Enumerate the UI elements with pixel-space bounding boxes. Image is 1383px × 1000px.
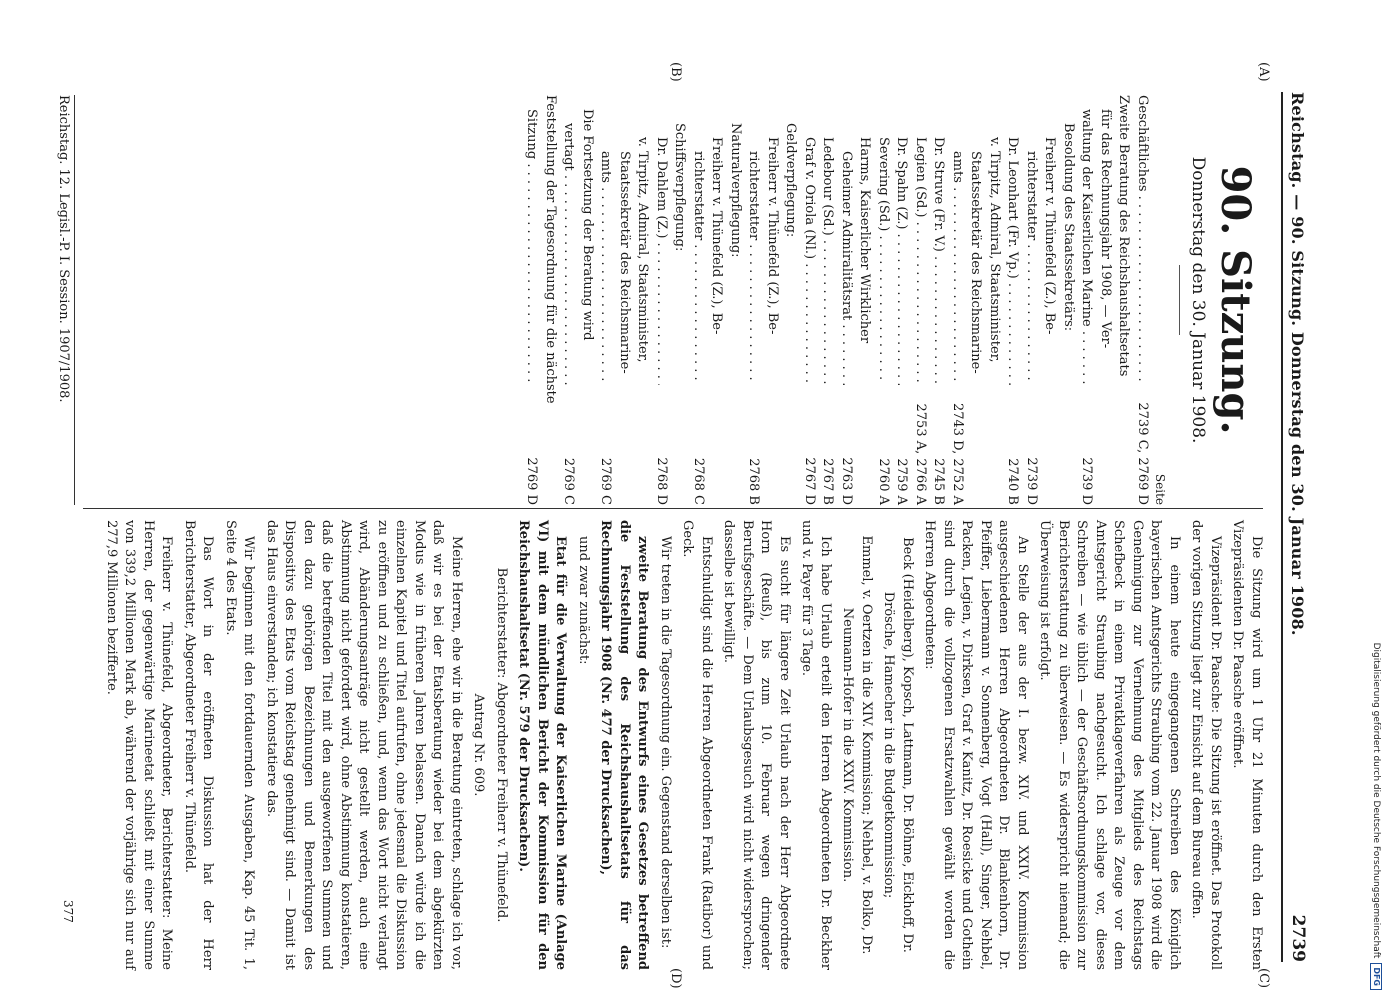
body-paragraph: Meine Herren, ehe wir in die Beratung eintreten, schlage ich vor, daß wir es bei der Etatsberatung wieder bei dem abgekürzten Modus wie in früheren Jahren belassen. Danach würde ich die einzelnen Kapitel und Titel aufrufen, ohne jedesmal die Diskussion zu eröffnen und zu schließen, und, wenn das Wort nicht verlangt wird, Abänderungsanträge nicht gestellt werden, auch eine Abstimmung nicht gefordert wird, ohne Abstimmung konstatieren, daß die betreffenden Titel mit den ausgeworfenen Summen und den dazu gehörigen Bezeichnungen und Bemerkungen des Dispositivs des Etats vom Reichstag genehmigt sind. — Damit ist das Haus einverstanden; ich konstatiere das. <box>264 520 464 970</box>
digitization-credit <box>1369 0 1383 1000</box>
body-paragraph: In einem heute eingegangenen Schreiben des Königlich bayerischen Amtsgerichts Straubing vom 22. Januar 1908 wird die Genehmigung zur Vernehmung des Mitglieds des Reichstags Schefbeck in einem Privatklageverfahren als Zeuge vor dem Amtsgericht Straubing nachgesucht. Ich schlage vor, dieses Schreiben — wie üblich — der Geschäftsordnungskommission zur Berichterstattung zu überweisen. — Es widerspricht niemand; die Überweisung ist erfolgt. <box>1037 520 1182 970</box>
body-paragraph: Wir treten in die Tagesordnung ein. Gegenstand derselben ist: <box>658 536 673 949</box>
digitization-note: Digitalisierung gefördert durch die Deutsche Forschungsgemeinschaft <box>1371 642 1381 959</box>
signature-mark: 377 <box>61 900 75 923</box>
toc-entry <box>948 95 967 505</box>
toc-entry-page: 2769 D <box>524 457 540 505</box>
toc-entry-title: Besoldung des Staatssekretärs: <box>1061 123 1076 332</box>
toc-entry-page: 2739 D <box>1079 457 1095 505</box>
body-paragraph: Antrag Nr. 609. <box>471 693 487 797</box>
body-paragraph: An Stelle der aus der I. bezw. XIV. und XXIV. Kommission ausgeschiedenen Herren Abgeordneten Dr. Blankenhorn, Dr. Pfeiffer, Liebermann v. Sonnenberg, Vogt (Hall), Singer, Nehbel, Packen, Legien, v. Dirksen, Graf v. Kanitz, Dr. Roesicke und Gothein sind durch die vollzogenen Ersatzwahlen gewählt worden die Herren Abgeordneten: <box>922 520 1030 970</box>
toc-entry <box>652 95 671 505</box>
page-number: 2739 <box>1288 914 1308 962</box>
toc-entry-page: 2769 C <box>598 457 614 505</box>
running-title: Reichstag. — 90. Sitzung. Donnerstag den 30. Januar 1908. <box>1288 92 1308 636</box>
toc-entry <box>929 95 948 505</box>
toc-entry-page: 2743 D, 2752 A <box>950 402 965 505</box>
body-paragraph: Vizepräsident Dr. Paasche: Die Sitzung ist eröffnet. Das Protokoll der vorigen Sitzung liegt zur Einsicht auf dem Bureau offen. <box>1189 520 1223 970</box>
toc-entry-title: Dr. Dahlem (Z.) . . . <box>652 137 671 385</box>
sitting-date: Donnerstag den 30. Januar 1908. <box>1188 156 1208 444</box>
toc-entry <box>874 95 893 505</box>
toc-entry <box>892 95 911 505</box>
dfg-logo-icon: DFG <box>1370 963 1382 990</box>
toc-entry <box>1096 95 1115 505</box>
toc-entry <box>1059 95 1078 505</box>
toc-entry-page: 2745 B <box>931 458 947 505</box>
toc-entry <box>578 95 597 505</box>
toc-entry-title: Freiherr v. Thünefeld (Z.), Be- <box>1042 137 1058 335</box>
page-header <box>1281 92 1313 962</box>
body-paragraph: Emmel, v. Oertzen in die XIV. Kommission; Nehbel, v. Bolko, Dr. Neumann-Hofer in die XXIV. Kommission. <box>840 535 874 955</box>
toc-entry-title: Dr. Spahn (Z.) . . . <box>892 137 911 385</box>
toc-entry-title: Feststellung der Tagesordnung für die nächste <box>543 95 558 404</box>
toc-entry-title: Staatssekretär des Reichsmarine- <box>968 151 984 374</box>
toc-entry-title: Dr. Struve (Fr. V.) . . . <box>929 137 948 385</box>
body-paragraph: Beck (Heidelberg), Kopsch, Lattmann, Dr. Böhme, Eickhoff, Dr. Drösche, Hamecher in die Budgetkommission; <box>881 537 915 953</box>
toc-entry-title: v. Tirpitz, Admiral, Staatsminister, <box>635 137 651 363</box>
toc-entry <box>744 95 763 505</box>
toc-entry-title: Geschäftliches . . . <box>1133 95 1152 385</box>
toc-entry-title: Geheimer Admiralitätsrat . . . <box>837 151 856 385</box>
toc-entry-title: waltung der Kaiserlichen Marine . . . <box>1077 109 1096 385</box>
body-paragraph: Die Sitzung wird um 1 Uhr 21 Minuten durch den Ersten Vizepräsidenten Dr. Paasche eröffnet. <box>1230 520 1264 970</box>
toc-entry-page: 2759 A <box>894 458 910 505</box>
toc-entry-page: 2753 A, 2766 A <box>913 403 928 505</box>
toc-entry <box>726 95 745 505</box>
toc-entry <box>670 95 689 505</box>
divider <box>1180 265 1181 335</box>
toc-entry-title: amts . . . <box>596 151 615 385</box>
toc-entry-page: 2767 B <box>820 458 836 505</box>
body-paragraph: zweite Beratung des Entwurfs eines Gesetzes betreffend die Feststellung des Reichshaushaltsetats für das Rechnungsjahr 1908 (Nr. 477 der Drucksachen), <box>598 520 651 970</box>
body-paragraph: Das Wort in der eröffneten Diskussion hat der Herr Berichterstatter, Abgeordneter Freiherr v. Thünefeld. <box>182 520 216 970</box>
toc-entry-page: 2767 D <box>802 457 817 505</box>
right-column <box>98 520 1266 970</box>
toc-entry <box>985 95 1004 505</box>
toc-entry-page: 2739 C, 2769 D <box>1135 402 1150 505</box>
toc-entry <box>596 95 615 505</box>
toc-entry-title: vertagt . . . <box>559 123 578 385</box>
toc-entry-page: 2760 A <box>876 458 891 505</box>
toc-entry <box>615 95 634 505</box>
toc-entry <box>689 95 708 505</box>
body-paragraph: Freiherr v. Thünefeld, Abgeordneter, Berichterstatter: Meine Herren, der gegenwärtige Marineetat schließt mit einer Summe von 339,2 Millionen Mark ab, während der vorjährige sich nur auf 277,9 Millionen bezifferte. <box>104 520 175 970</box>
toc-entry-page: 2768 C <box>691 457 706 505</box>
toc-entry-title: Severing (Sd.) . . . <box>874 137 893 385</box>
footer-session: Reichstag. 12. Legisl.-P. I. Session. 1907/1908. <box>56 95 75 505</box>
toc-entry-title: Legien (Sd.) . . . <box>911 137 930 385</box>
toc-entry-title: Zweite Beratung des Reichshaushaltsetats <box>1116 95 1132 377</box>
toc-entry-title: Sitzung . . . <box>522 109 541 385</box>
toc-entry-title: richterstatter . . . <box>1022 151 1041 385</box>
toc-entry-title: richterstatter . . . <box>689 151 708 385</box>
toc-entry-page: 2769 C <box>561 457 577 505</box>
body-paragraph: Entschuldigt sind die Herren Abgeordneten Frank (Ratibor) und Geck. <box>680 520 714 970</box>
body-paragraph: Berichterstatter: Abgeordneter Freiherr v. Thünefeld. <box>494 567 509 923</box>
toc-entry <box>1114 95 1133 505</box>
sitting-number: 90. Sitzung. <box>1212 165 1259 435</box>
toc-entry <box>1022 95 1041 505</box>
toc-entry <box>1077 95 1096 505</box>
margin-mark-d: (D) <box>668 968 683 989</box>
seite-label: Seite <box>1153 473 1168 505</box>
toc-entry <box>1133 95 1152 505</box>
toc-entry-page: 2763 D <box>839 457 854 505</box>
body-paragraph: Ich habe Urlaub erteilt den Herren Abgeordneten Dr. Beckher und v. Payer für 3 Tage. <box>799 520 833 970</box>
toc-entry-title: v. Tirpitz, Admiral, Staatsminister, <box>987 137 1002 363</box>
toc-entry-title: Die Fortsetzung der Beratung wird <box>580 109 595 341</box>
body-paragraph: Etat für die Verwaltung der Kaiserlichen Marine (Anlage VI) mit dem mündlichen Bericht der Kommission für den Reichshaushaltsetat (Nr. 579 der Drucksachen). <box>516 520 569 970</box>
toc-entry <box>818 95 837 505</box>
toc-entry-page: 2768 B <box>746 458 762 505</box>
table-of-contents <box>522 95 1151 505</box>
toc-entry-title: Naturalverpflegung: <box>728 123 743 258</box>
margin-mark-c: (C) <box>1256 968 1271 989</box>
body-paragraph: Wir beginnen mit den fortdauernden Ausgaben, Kap. 45 Tit. 1, Seite 4 des Etats. <box>223 520 257 970</box>
toc-entry-title: Staatssekretär des Reichsmarine- <box>617 151 632 374</box>
toc-entry-title: Freiherr v. Thünefeld (Z.), Be- <box>765 137 780 335</box>
toc-entry <box>633 95 652 505</box>
toc-entry-page: 2768 D <box>654 457 669 505</box>
toc-entry <box>855 95 874 505</box>
toc-entry <box>837 95 856 505</box>
toc-entry <box>541 95 560 505</box>
column-divider <box>83 508 1263 509</box>
toc-entry <box>966 95 985 505</box>
toc-entry-page: 2740 B <box>1005 458 1021 505</box>
left-column <box>522 95 1265 505</box>
body-paragraph: und zwar zunächst: <box>576 536 591 665</box>
toc-entry <box>781 95 800 505</box>
toc-entry <box>707 95 726 505</box>
toc-entry <box>559 95 578 505</box>
toc-entry-title: Freiherr v. Thünefeld (Z.), Be- <box>709 137 725 335</box>
toc-entry-title: richterstatter . . . <box>744 151 763 385</box>
toc-entry-title: Geldverpflegung: <box>783 123 799 238</box>
toc-entry-title: Dr. Leonhart (Fr. Vp.) . . . <box>1003 137 1022 385</box>
margin-mark-a: (A) <box>1256 62 1271 82</box>
toc-entry <box>911 95 930 505</box>
margin-mark-b: (B) <box>668 62 683 82</box>
toc-entry <box>1003 95 1022 505</box>
toc-entry-title: für das Rechnungsjahr 1908, — Ver- <box>1098 109 1113 349</box>
toc-entry <box>763 95 782 505</box>
toc-entry <box>1040 95 1059 505</box>
toc-entry <box>800 95 819 505</box>
toc-entry-title: amts . . . <box>948 151 967 385</box>
toc-entry <box>522 95 541 505</box>
body-paragraph: Es sucht für längere Zeit Urlaub nach der Herr Abgeordnete Horn (Reuß), bis zum 10. Februar wegen dringender Berufsgeschäfte. — Dem Urlaubsgesuch wird nicht widersprochen; dasselbe ist bewilligt. <box>721 520 792 970</box>
toc-entry-title: Graf v. Oriola (Nl.) . . . <box>800 137 819 385</box>
toc-entry-title: Ledebour (Sd.) . . . <box>818 137 837 385</box>
toc-entry-title: Schiffsverpflegung: <box>672 123 688 252</box>
toc-entry-title: Harms, Kaiserlicher Wirklicher <box>857 137 873 344</box>
toc-entry-page: 2739 D <box>1024 457 1039 505</box>
